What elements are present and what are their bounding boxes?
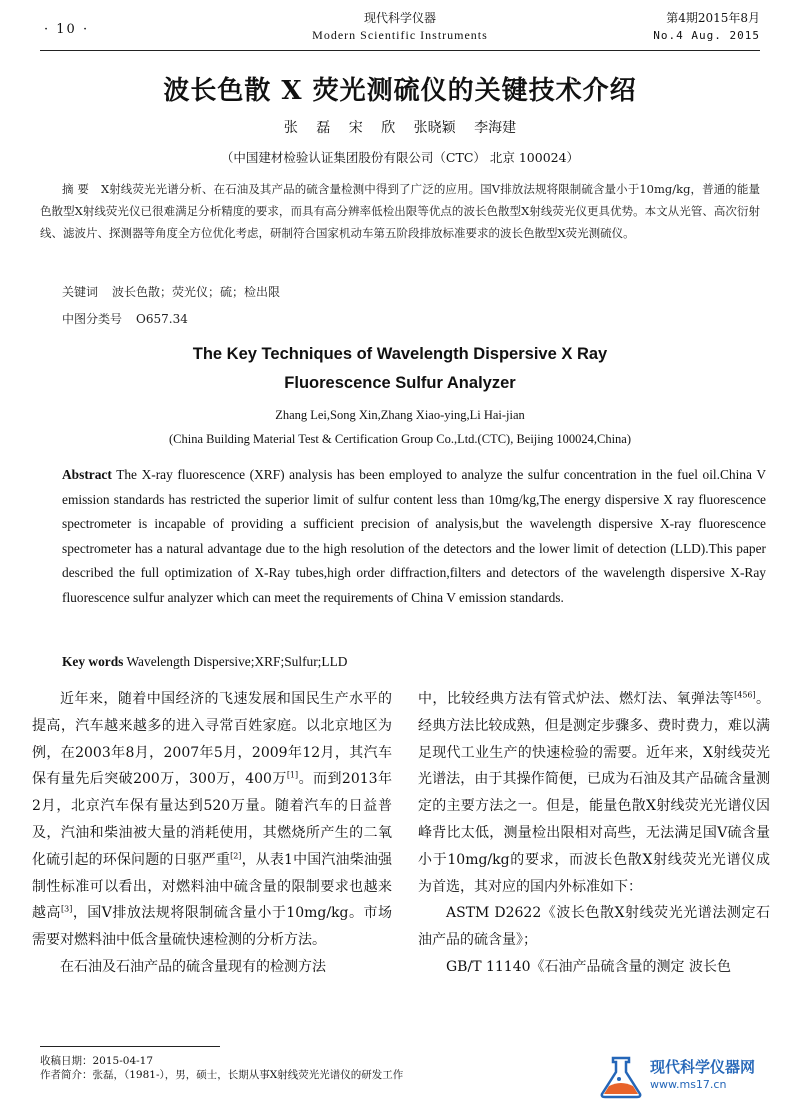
body-text: ，从表1中国汽油柴油强制性标准可以看出，对燃料油中硫含量的限制要求也越来越高 [32,851,392,922]
body-column-right [418,686,770,981]
body-text: 。而到2013年2月，北京汽车保有量达到520万量。随着汽车的日益普及，汽油和柴油被大量的消耗使用，其燃烧所产生的二氧化硫引起的环保问题的日驱严重 [32,771,392,868]
classification-cn-label: 中图分类号 [62,312,123,326]
body-column-left [32,686,392,981]
paper-title-en [0,340,800,398]
affiliation-en: (China Building Material Test & Certification Group Co.,Ltd.(CTC), Beijing 100024,China) [168,432,632,446]
affiliation-cn: （中国建材检验认证集团股份有限公司（CTC） 北京 100024） [220,150,580,165]
watermark-url: www.ms17.cn [650,1078,727,1091]
keywords-en [62,654,347,670]
issue-cn: 第4期2015年8月 [666,11,760,25]
keywords-cn-text: 波长色散；荧光仪；硫；检出限 [112,285,281,299]
citation: [1] [286,770,299,780]
watermark-logo [592,1052,782,1102]
abstract-en-label: Abstract [62,467,112,482]
citation: [456] [734,690,756,700]
authors-en: Zhang Lei,Song Xin,Zhang Xiao-ying,Li Hai-jian [275,408,525,422]
body-text: ，国Ⅴ排放法规将限制硫含量小于10mg/kg。市场需要对燃料油中低含量硫快速检测的分析方法。 [32,905,392,949]
body-text: 近年来，随着中国经济的飞速发展和国民生产水平的提高，汽车越来越多的进入寻常百姓家庭。以北京地区为例，在2003年8月，2007年5月，2009年12月，其汽车保有量先后突破200万，300万，400万 [32,691,392,788]
abstract-en [62,463,766,611]
body-text: 。经典方法比较成熟，但是测定步骤多、费时费力，难以满足现代工业生产的快速检验的需要。近年来，X射线荧光光谱法，由于其操作简便，已成为石油及其产品硫含量测定的主要方法之一。但是，能量色散X射线荧光光谱仪因峰背比太低，测量检出限相对高些，无法满足国Ⅴ硫含量小于10mg/kg的要求，而波长色散X射线荧光光谱仪成为首选，其对应的国内外标准如下： [418,691,771,895]
journal-name-en: Modern Scientific Instruments [312,28,488,42]
body-paragraph [418,686,770,900]
issue-info [653,10,760,44]
abstract-en-text: The X-ray fluorescence (XRF) analysis has been employed to analyze the sulfur concentration in the fuel oil.China V emission standards has restricted the superior limit of sulfur content less than 10mg/kg,The energy dispersive X ray fluorescence spectrometer is incapable of providing a sufficient precision of analysis,but the wavelength dispersive X-ray fluorescence spectrometer has a natural advantage due to the high resolution of the detectors and the lower limit of detection (LLD).This paper described the full optimization of X-Ray tubes,high order diffraction,filters and detectors of the wavelength dispersive X-Ray fluorescence sulfur analyzer which can meet the requirements of China V emission standards. [62,467,766,605]
body-paragraph [32,686,392,954]
body-paragraph: GB/T 11140《石油产品硫含量的测定 波长色 [446,958,731,975]
flask-logo-icon [596,1054,646,1100]
body-paragraph: 在石油及石油产品的硫含量现有的检测方法 [60,958,326,975]
journal-name-cn: 现代科学仪器 [363,11,436,25]
watermark-name: 现代科学仪器网 [650,1058,756,1076]
classification-cn-text: O657.34 [136,312,188,326]
citation: [2] [230,851,242,861]
paper-title-en-line1: The Key Techniques of Wavelength Dispersive X Ray [192,345,608,363]
keywords-cn [62,283,280,300]
body-paragraph: ASTM D2622《波长色散X射线荧光光谱法测定石油产品的硫含量》； [418,905,770,949]
footnote-author-bio: 作者简介：张磊，（1981-），男，硕士，长期从事X射线荧光光谱仪的研发工作 [40,1069,404,1081]
keywords-en-text: Wavelength Dispersive;XRF;Sulfur;LLD [126,654,348,669]
footnote-divider [40,1046,220,1047]
abstract-cn [40,178,760,244]
keywords-cn-label: 关键词 [62,285,99,299]
citation: [3] [60,904,73,914]
authors-cn: 张 磊 宋 欣 张晓颖 李海建 [283,120,517,136]
paper-title-cn: 波长色散 X 荧光测硫仪的关键技术介绍 [163,76,637,106]
footnote-received: 收稿日期：2015-04-17 [40,1055,154,1067]
header-divider [40,50,760,51]
abstract-cn-text: X射线荧光光谱分析、在石油及其产品的硫含量检测中得到了广泛的应用。国Ⅴ排放法规将限制硫含量小于10mg/kg，普通的能量色散型X射线荧光仪已很难满足分析精度的要求，而具有高分辨率低检出限等优点的波长色散型X射线荧光仪更具优势。本文从光管、高次衍射线、滤波片、探测器等角度全方位优化考虑，研制符合国家机动车第五阶段排放标准要求的波长色散型X荧光测硫仪。 [40,182,760,240]
paper-title-en-line2: Fluorescence Sulfur Analyzer [284,374,516,392]
journal-name [250,10,550,44]
keywords-en-label: Key words [62,654,124,669]
abstract-cn-label: 摘 要 [62,182,89,196]
classification-cn [62,310,188,327]
issue-en: No.4 Aug. 2015 [653,29,760,42]
page-number: · 10 · [44,22,90,37]
body-text: 中，比较经典方法有管式炉法、燃灯法、氧弹法等 [418,691,735,707]
